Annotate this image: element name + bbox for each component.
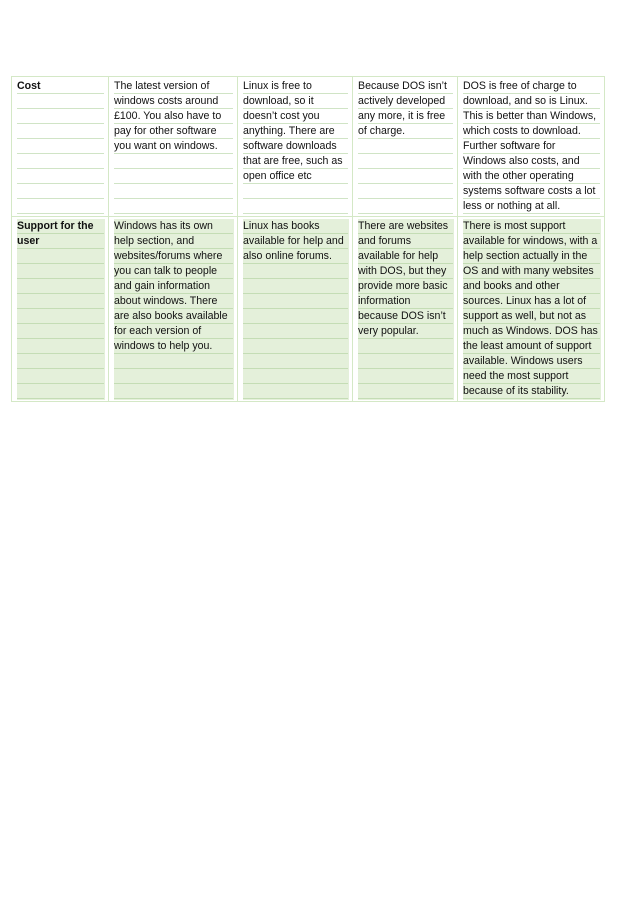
cell-support-conclusion: There is most support available for windows, with a help section actually in the OS and with many websites and books and other sources. Linux has a lot of support as well, but not as much as Windows. DOS has the least amount of support available. Windows users need the most support because of its stability.: [458, 217, 605, 402]
row-label-cost: Cost: [12, 77, 109, 217]
cell-support-linux: Linux has books available for help and also online forums.: [238, 217, 353, 402]
comparison-table: [11, 76, 605, 402]
table-row-cost: [12, 77, 605, 217]
cell-support-windows: Windows has its own help section, and websites/forums where you can talk to people and gain information about windows. There are also books available for each version of windows to help you.: [109, 217, 238, 402]
row-label-support: Support for the user: [12, 217, 109, 402]
cell-cost-windows: The latest version of windows costs around £100. You also have to pay for other software you want on windows.: [109, 77, 238, 217]
cell-cost-conclusion: DOS is free of charge to download, and so is Linux. This is better than Windows, which costs to download. Further software for Windows also costs, and with the other operating systems software costs a lot less or nothing at all.: [458, 77, 605, 217]
cell-cost-linux: Linux is free to download, so it doesn’t cost you anything. There are software downloads that are free, such as open office etc: [238, 77, 353, 217]
cell-cost-dos: Because DOS isn’t actively developed any more, it is free of charge.: [353, 77, 458, 217]
cell-support-dos: There are websites and forums available for help with DOS, but they provide more basic information because DOS isn’t very popular.: [353, 217, 458, 402]
table-row-support: [12, 217, 605, 402]
